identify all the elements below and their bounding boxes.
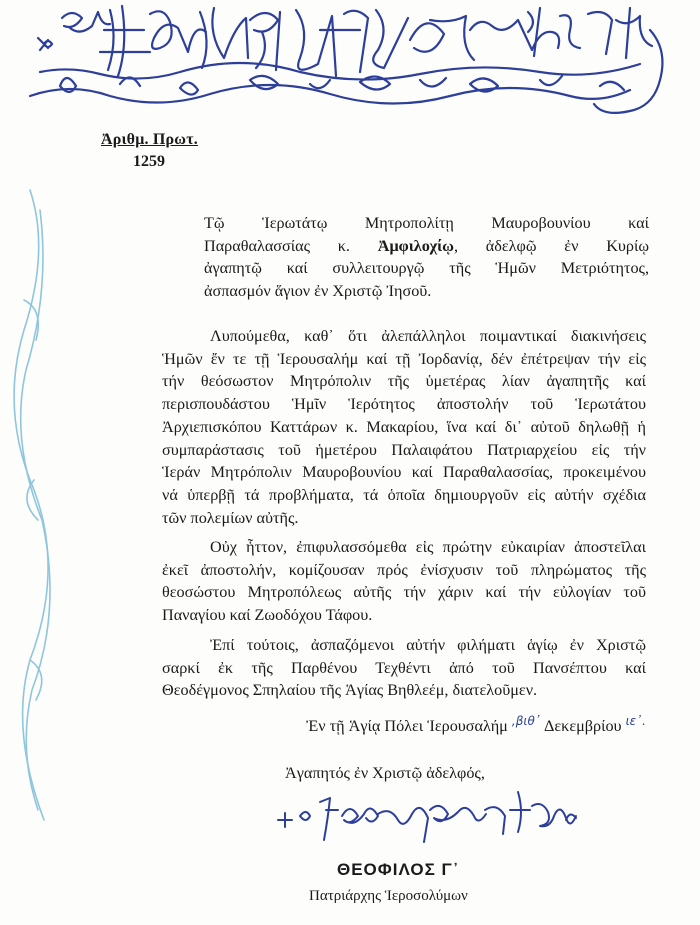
address-line-part: Παραθαλασσίας κ. — [204, 236, 350, 255]
address-line: ἀγαπητῷ καί συλλειτουργῷ τῆς Ἡμῶν Μετριότητος, — [204, 259, 649, 278]
paragraph-line: Λυπούμεθα, καθ᾽ ὅτι ἀλεπάλληλοι ποιμαντικαί διακινήσεις — [210, 327, 646, 345]
signatory-name: ΘΕΟΦΙΛΟΣ Γ᾽ — [337, 860, 460, 879]
addressee-name: Ἀμφιλοχίῳ — [377, 236, 454, 255]
protocol-label: Ἀριθμ. Πρωτ. — [101, 131, 198, 148]
addressee-block — [204, 212, 649, 303]
body-paragraph-2 — [162, 536, 646, 627]
paragraph-line: θεοσώστου Μητροπόλεως αὐτῆς τήν χάριν καί τήν εὐλογίαν τοῦ — [162, 583, 646, 602]
paragraph-line: ἐκεῖ ἀποστολήν, κομίζουσαν πρός ἐνίσχυσιν τοῦ πληρώματος τῆς — [162, 560, 646, 579]
dateline-place: Ἐν τῇ Ἁγίᾳ Πόλει Ἱερουσαλήμ — [306, 717, 508, 735]
address-line-part: , ἀδελφῷ ἐν Κυρίῳ — [453, 236, 649, 255]
address-line: Τῷ Ἱερωτάτῳ Μητροπολίτῃ Μαυροβουνίου καί — [204, 214, 649, 232]
dateline-month: Δεκεμβρίου — [543, 717, 622, 735]
body-paragraph-1 — [162, 325, 646, 529]
body-paragraph-3 — [162, 634, 646, 702]
closing-salutation: Ἀγαπητός ἐν Χριστῷ ἀδελφός, — [285, 764, 485, 782]
handwritten-signature — [270, 780, 590, 850]
address-line — [204, 235, 649, 258]
paragraph-line: τήν θεόσωστον Μητρόπολιν τῆς ὑμετέρας λίαν ἀγαπητῆς καί — [162, 372, 646, 391]
paragraph-line: σαρκί ἐκ τῆς Παρθένου Τεχθέντι ἀπό τοῦ Πανσέπτου καί — [162, 658, 646, 677]
paragraph-line: τῶν πολεμίων αὐτῆς. — [162, 508, 299, 527]
paragraph-line: συμπαράστασις τοῦ ἡμετέρου Παλαιφάτου Πατριαρχείου εἰς τήν — [162, 440, 646, 459]
address-line: ἀσπασμόν ἅγιον ἐν Χριστῷ Ἰησοῦ. — [204, 282, 432, 301]
dateline-year: ιε᾽. — [625, 714, 646, 728]
paragraph-line: Ἀρχιεπισκόπου Καττάρων κ. Μακαρίου, ἵνα καί δι᾽ αὐτοῦ δηλωθῇ ἡ — [162, 417, 646, 436]
paragraph-line: Παναγίου καί Ζωοδόχου Τάφου. — [162, 606, 373, 625]
paragraph-line: Ἐπί τούτοις, ἀσπαζόμενοι αὐτήν φιλήματι ἁγίῳ ἐν Χριστῷ — [210, 636, 646, 654]
signatory-title: Πατριάρχης Ἱεροσολύμων — [309, 888, 468, 904]
paragraph-line: Ἡμῶν ἔν τε τῇ Ἱερουσαλήμ καί τῇ Ἰορδανίᾳ, δέν ἐπέτρεψαν τήν εἰς — [162, 349, 646, 368]
paragraph-line: νά ὑπερβῇ τά προβλήματα, τά ὁποῖα δημιουργοῦν εἰς αὐτήν σχέδια — [162, 485, 646, 504]
paragraph-line: Θεοδέγμονος Σπηλαίου τῆς Ἁγίας Βηθλεέμ, διατελοῦμεν. — [162, 681, 538, 700]
margin-scribble — [0, 180, 80, 840]
header-signatures — [0, 0, 700, 120]
paragraph-line: Ἱεράν Μητρόπολιν Μαυροβουνίου καί Παραθαλασσίας, προκειμένου — [162, 463, 646, 482]
dateline-day: ,βιθ᾽ — [511, 714, 541, 728]
protocol-number: 1259 — [133, 153, 165, 170]
dateline — [162, 714, 650, 736]
paragraph-line: περισπουδάστου Ἡμῖν Ἱερότητος ἀποστολήν τοῦ Ἱερωτάτου — [162, 395, 646, 414]
paragraph-line: Οὐχ ἧττον, ἐπιφυλασσόμεθα εἰς πρώτην εὐκαιρίαν ἀποστεῖλαι — [210, 538, 646, 556]
